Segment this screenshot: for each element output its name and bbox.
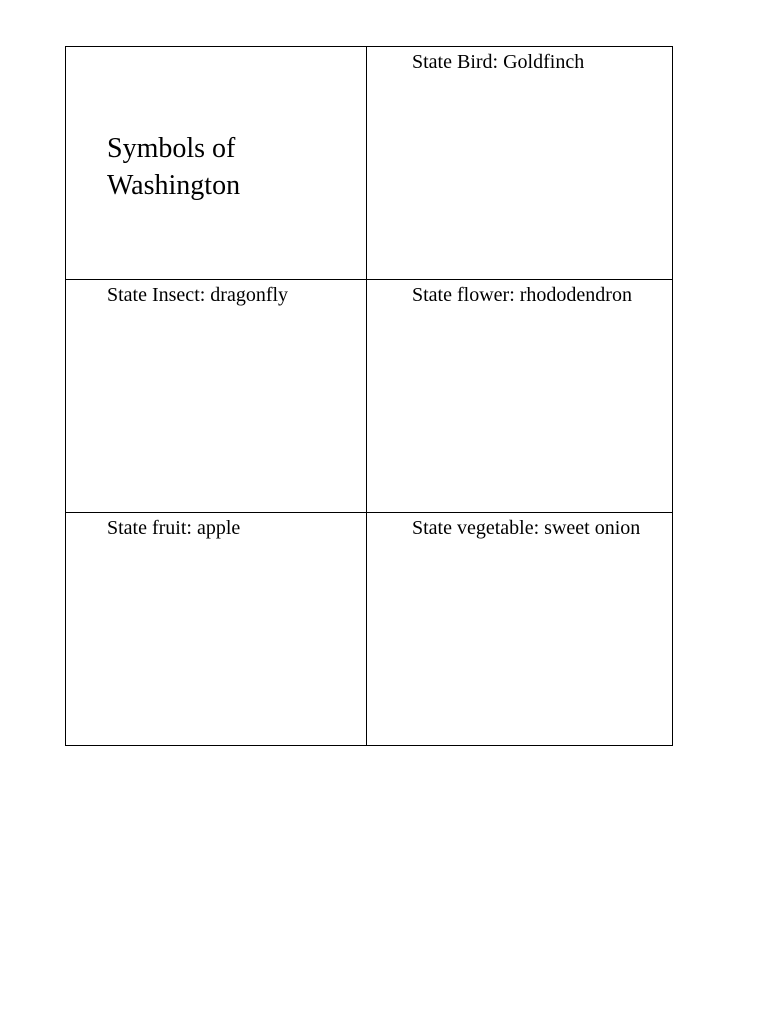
state-flower-cell xyxy=(367,280,673,513)
state-bird-cell xyxy=(367,47,673,280)
state-flower-text: State flower: rhododendron xyxy=(412,284,632,306)
table-row xyxy=(66,280,673,513)
table-row xyxy=(66,513,673,746)
table-row xyxy=(66,47,673,280)
state-fruit-text: State fruit: apple xyxy=(107,517,241,539)
state-insect-text: State Insect: dragonfly xyxy=(107,284,289,306)
state-insect-cell xyxy=(66,280,367,513)
document-title: Symbols of Washington xyxy=(107,133,241,201)
state-bird-text: State Bird: Goldfinch xyxy=(412,51,585,73)
state-vegetable-cell xyxy=(367,513,673,746)
state-fruit-cell xyxy=(66,513,367,746)
state-vegetable-text: State vegetable: sweet onion xyxy=(412,517,641,539)
symbols-table xyxy=(65,46,673,746)
title-cell xyxy=(66,47,367,280)
